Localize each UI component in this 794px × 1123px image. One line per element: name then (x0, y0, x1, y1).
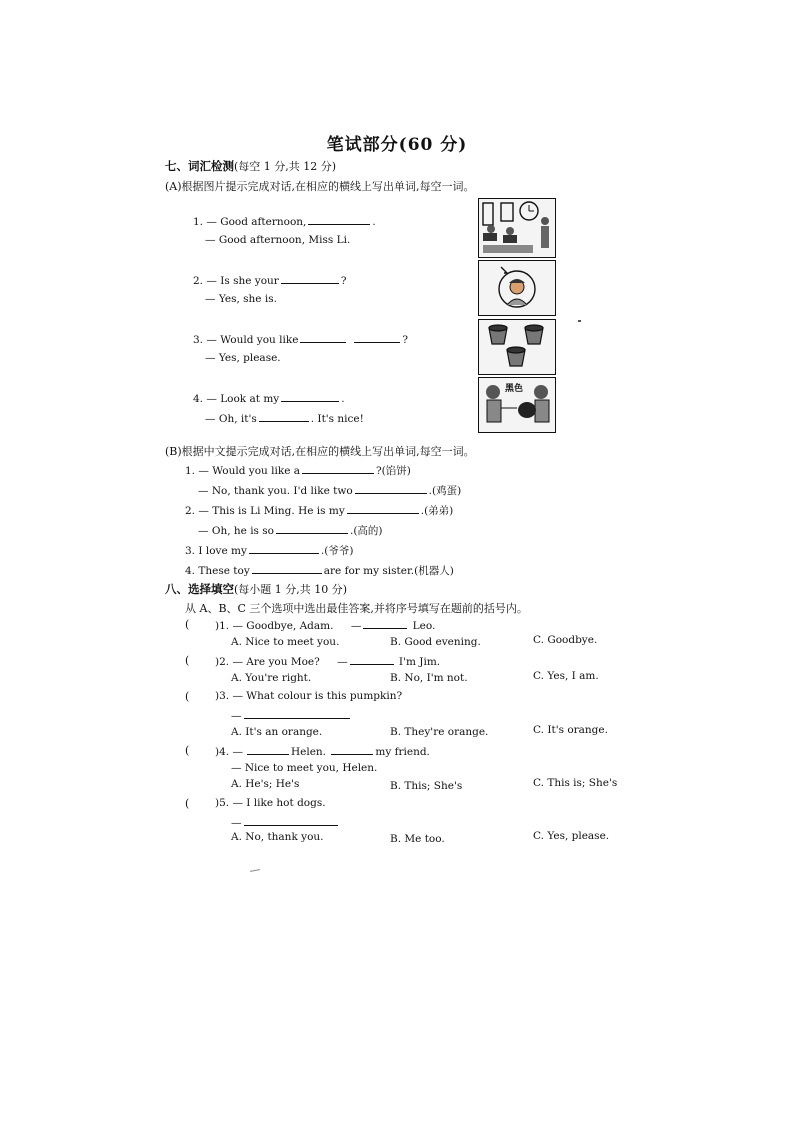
answer-paren[interactable]: ( (185, 654, 190, 667)
stray-mark (578, 320, 581, 322)
part-b-item-1-question: 1. — Would you like a ?(馅饼) (185, 465, 411, 477)
page-title: 笔试部分(60 分) (326, 135, 468, 155)
part-a-item-3-answer: — Yes, please. (205, 352, 281, 364)
answer-paren[interactable]: ( (185, 797, 190, 810)
answer-blank[interactable] (302, 463, 374, 474)
option-b[interactable]: B. Me too. (390, 833, 445, 845)
choice-item-4-line2: — Nice to meet you, Helen. (231, 762, 378, 774)
answer-blank[interactable] (350, 654, 394, 665)
answer-blank[interactable] (281, 391, 339, 402)
answer-blank[interactable] (249, 543, 319, 554)
option-c[interactable]: C. Yes, please. (533, 830, 610, 842)
girl-picture (478, 260, 556, 316)
answer-blank[interactable] (355, 483, 427, 494)
option-c[interactable]: C. Yes, I am. (533, 670, 599, 682)
answer-blank[interactable] (300, 332, 346, 343)
answer-blank[interactable] (363, 618, 407, 629)
option-c[interactable]: C. This is; She's (533, 777, 618, 789)
answer-blank[interactable] (247, 744, 289, 755)
choice-item-3-reply: — (231, 708, 352, 722)
choice-item-5-question: )5. — I like hot dogs. (215, 797, 326, 809)
section-7-title: 七、词汇检测 (165, 159, 234, 173)
section-7-note: (每空 1 分,共 12 分) (234, 160, 337, 173)
answer-blank[interactable] (354, 332, 400, 343)
cakes-picture (478, 319, 556, 375)
option-a[interactable]: A. No, thank you. (231, 831, 324, 843)
part-a-instruction: (A)根据图片提示完成对话,在相应的横线上写出单词,每空一词。 (165, 180, 475, 193)
answer-blank[interactable] (347, 503, 419, 514)
section-7-heading (165, 158, 336, 174)
part-a-item-3-question: 3. — Would you like ? (193, 334, 409, 346)
answer-blank[interactable] (281, 273, 339, 284)
choice-item-5-reply: — (231, 815, 340, 829)
part-b-instruction: (B)根据中文提示完成对话,在相应的横线上写出单词,每空一词。 (165, 445, 475, 458)
choice-item-1-question: )1. — Goodbye, Adam. — Leo. (215, 620, 436, 632)
part-a-item-4-answer: — Oh, it's . It's nice! (205, 413, 364, 425)
part-a-item-4-question: 4. — Look at my . (193, 393, 345, 405)
part-b-item-4: 4. These toy are for my sister.(机器人) (185, 565, 454, 577)
answer-blank[interactable] (259, 411, 309, 422)
answer-blank[interactable] (276, 523, 348, 534)
option-c[interactable]: C. Goodbye. (533, 634, 598, 646)
choice-item-2-question: )2. — Are you Moe? — I'm Jim. (215, 656, 441, 668)
answer-blank[interactable] (244, 815, 338, 826)
children-picture (478, 377, 556, 433)
option-a[interactable]: A. It's an orange. (231, 726, 323, 738)
section-8-instruction: 从 A、B、C 三个选项中选出最佳答案,并将序号填写在题前的括号内。 (185, 602, 528, 615)
option-c[interactable]: C. It's orange. (533, 724, 608, 736)
option-b[interactable]: B. Good evening. (390, 636, 481, 648)
part-b-item-2-answer: — Oh, he is so .(高的) (198, 525, 383, 537)
part-a-item-1-question: 1. — Good afternoon, . (193, 216, 376, 228)
section-8-note: (每小题 1 分,共 10 分) (234, 583, 348, 596)
option-b[interactable]: B. No, I'm not. (390, 672, 468, 684)
stray-scratch (250, 869, 260, 872)
choice-item-3-question: )3. — What colour is this pumpkin? (215, 690, 403, 702)
answer-blank[interactable] (244, 708, 350, 719)
part-a-item-2-question: 2. — Is she your ? (193, 275, 347, 287)
answer-paren[interactable]: ( (185, 690, 190, 703)
classroom-picture (478, 198, 556, 258)
option-a[interactable]: A. He's; He's (231, 778, 300, 790)
answer-paren[interactable]: ( (185, 744, 190, 757)
choice-item-4-question: )4. — Helen. my friend. (215, 746, 430, 758)
part-b-item-1-answer: — No, thank you. I'd like two .(鸡蛋) (198, 485, 462, 497)
section-8-heading (165, 581, 347, 597)
answer-blank[interactable] (331, 744, 373, 755)
part-a-item-2-answer: — Yes, she is. (205, 293, 277, 305)
option-b[interactable]: B. This; She's (390, 780, 463, 792)
part-a-item-1-answer: — Good afternoon, Miss Li. (205, 234, 351, 246)
section-8-title: 八、选择填空 (165, 582, 234, 596)
option-a[interactable]: A. You're right. (231, 672, 312, 684)
option-b[interactable]: B. They're orange. (390, 726, 489, 738)
part-b-item-2-question: 2. — This is Li Ming. He is my .(弟弟) (185, 505, 454, 517)
answer-blank[interactable] (252, 563, 322, 574)
answer-blank[interactable] (308, 214, 370, 225)
picture-label-black: 黑色 (505, 384, 524, 394)
option-a[interactable]: A. Nice to meet you. (231, 636, 340, 648)
part-b-item-3: 3. I love my .(爷爷) (185, 545, 354, 557)
answer-paren[interactable]: ( (185, 618, 190, 631)
